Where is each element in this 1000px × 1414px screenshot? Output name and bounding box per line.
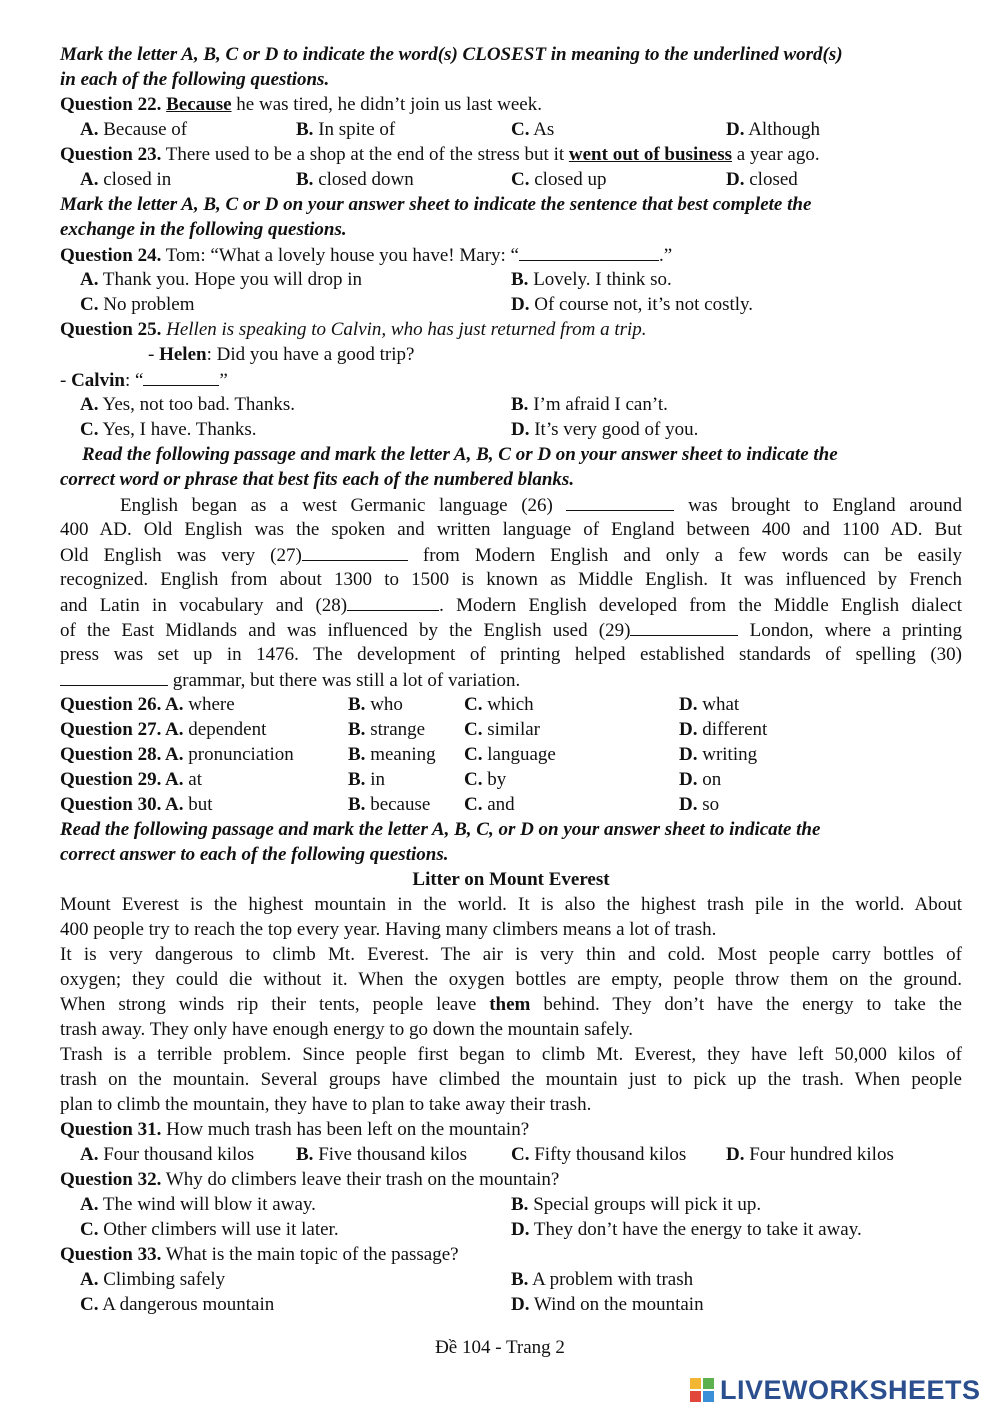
option-a[interactable]: A. Yes, not too bad. Thanks. — [80, 394, 296, 415]
option-c[interactable]: C. Other climbers will use it later. — [80, 1219, 339, 1240]
option-b[interactable]: B. In spite of — [296, 119, 396, 140]
option-c[interactable]: C. similar — [464, 719, 541, 740]
answer-blank[interactable] — [519, 242, 659, 261]
option-b[interactable]: B. meaning — [348, 744, 436, 765]
option-c[interactable]: C. As — [511, 119, 555, 140]
passage-everest — [60, 892, 962, 1117]
question-25: Question 25. Hellen is speaking to Calvin, who has just returned from a trip. — [60, 319, 647, 340]
option-b[interactable]: B. who — [348, 694, 403, 715]
instruction-exchange-1: Mark the letter A, B, C or D on your answer sheet to indicate the sentence that best complete the — [60, 194, 812, 215]
question-31-options — [60, 1142, 962, 1167]
blank-27[interactable] — [302, 542, 408, 561]
option-c[interactable]: C. A dangerous mountain — [80, 1294, 275, 1315]
question-26 — [60, 692, 962, 717]
question-24-options-ab — [60, 267, 962, 292]
passage-line: 400 AD. Old English was the spoken and written language of England between 400 and 1100 AD. But — [60, 519, 962, 540]
option-a[interactable]: Question 27. A. dependent — [60, 719, 267, 740]
option-b[interactable]: B. closed down — [296, 169, 414, 190]
question-25-options-ab — [60, 392, 962, 417]
option-b[interactable]: B. strange — [348, 719, 426, 740]
underlined-phrase: went out of business — [568, 144, 733, 165]
option-d[interactable]: D. They don’t have the energy to take it away. — [511, 1219, 862, 1240]
option-d[interactable]: D. Although — [726, 119, 820, 140]
question-32-options-ab — [60, 1192, 962, 1217]
blank-28[interactable] — [347, 592, 439, 611]
option-b[interactable]: B. Special groups will pick it up. — [511, 1194, 762, 1215]
underlined-word: Because — [166, 94, 232, 115]
dialogue-line-calvin: - Calvin: “ ” — [60, 367, 962, 392]
instruction-reading-2: correct answer to each of the following questions. — [60, 844, 449, 865]
instruction-synonyms-1: Mark the letter A, B, C or D to indicate the word(s) CLOSEST in meaning to the underlined word(s) — [60, 44, 843, 65]
question-33-options-cd — [60, 1292, 962, 1317]
option-a[interactable]: A. closed in — [80, 169, 172, 190]
option-d[interactable]: D. writing — [679, 744, 758, 765]
option-d[interactable]: D. Of course not, it’s not costly. — [511, 294, 754, 315]
option-b[interactable]: B. I’m afraid I can’t. — [511, 394, 668, 415]
option-a[interactable]: Question 30. A. but — [60, 794, 213, 815]
option-d[interactable]: D. Four hundred kilos — [726, 1144, 894, 1165]
option-b[interactable]: B. Five thousand kilos — [296, 1144, 468, 1165]
option-b[interactable]: B. A problem with trash — [511, 1269, 694, 1290]
liveworksheets-logo[interactable] — [690, 1375, 981, 1406]
question-27 — [60, 717, 962, 742]
option-a[interactable]: A. Climbing safely — [80, 1269, 226, 1290]
question-32: Question 32. Why do climbers leave their trash on the mountain? — [60, 1169, 560, 1190]
question-28 — [60, 742, 962, 767]
blank-30[interactable] — [60, 667, 168, 686]
passage-line: 400 people try to reach the top every year. Having many climbers means a lot of trash. — [60, 919, 717, 940]
option-c[interactable]: C. closed up — [511, 169, 607, 190]
question-29 — [60, 767, 962, 792]
option-c[interactable]: C. Yes, I have. Thanks. — [80, 419, 257, 440]
question-23: Question 23. There used to be a shop at the end of the stress but it went out of business a year ago. — [60, 144, 820, 165]
logo-text: LIVEWORKSHEETS — [720, 1375, 981, 1405]
option-c[interactable]: C. Fifty thousand kilos — [511, 1144, 687, 1165]
question-33-options-ab — [60, 1267, 962, 1292]
blank-29[interactable] — [630, 617, 738, 636]
passage-line: When strong winds rip their tents, people leave them behind. They don’t have the energy to take the — [60, 994, 962, 1015]
passage-line: Trash is a terrible problem. Since people first began to climb Mt. Everest, they have left 50,000 kilos of — [60, 1044, 962, 1065]
passage-line: plan to climb the mountain, they have to plan to take away their trash. — [60, 1094, 592, 1115]
logo-icon — [690, 1378, 716, 1404]
option-c[interactable]: C. which — [464, 694, 534, 715]
passage-line: and Latin in vocabulary and (28) . Modern English developed from the Middle English dialect — [60, 592, 962, 617]
option-a[interactable]: A. Because of — [80, 119, 188, 140]
option-d[interactable]: D. different — [679, 719, 768, 740]
passage-line: Old English was very (27) from Modern English and only a few words can be easily — [60, 542, 962, 567]
option-a[interactable]: A. The wind will blow it away. — [80, 1194, 316, 1215]
option-a[interactable]: Question 29. A. at — [60, 769, 202, 790]
option-c[interactable]: C. by — [464, 769, 507, 790]
question-23-options — [60, 167, 962, 192]
passage-line: oxygen; they could die without it. When the oxygen bottles are empty, people throw them on the ground. — [60, 969, 962, 990]
passage-line: of the East Midlands and was influenced by the English used (29) London, where a printing — [60, 617, 962, 642]
blank-26[interactable] — [566, 492, 674, 511]
passage-line: grammar, but there was still a lot of variation. — [60, 667, 962, 692]
option-d[interactable]: D. what — [679, 694, 740, 715]
question-33: Question 33. What is the main topic of the passage? — [60, 1244, 459, 1265]
question-30 — [60, 792, 962, 817]
option-c[interactable]: C. No problem — [80, 294, 195, 315]
option-c[interactable]: C. language — [464, 744, 556, 765]
option-d[interactable]: D. on — [679, 769, 722, 790]
question-32-options-cd — [60, 1217, 962, 1242]
passage-line: recognized. English from about 1300 to 1500 is known as Middle English. It was influenced by French — [60, 569, 962, 590]
option-b[interactable]: B. Lovely. I think so. — [511, 269, 672, 290]
passage-title: Litter on Mount Everest — [412, 869, 610, 890]
option-a[interactable]: A. Four thousand kilos — [80, 1144, 255, 1165]
instruction-exchange-2: exchange in the following questions. — [60, 219, 347, 240]
option-b[interactable]: B. in — [348, 769, 385, 790]
worksheet-page — [60, 42, 962, 1317]
instruction-synonyms-2: in each of the following questions. — [60, 69, 330, 90]
passage-line: press was set up in 1476. The development of printing helped established standards of spelling (30) — [60, 644, 962, 665]
option-a[interactable]: Question 26. A. where — [60, 694, 235, 715]
option-d[interactable]: D. It’s very good of you. — [511, 419, 699, 440]
option-a[interactable]: Question 28. A. pronunciation — [60, 744, 294, 765]
question-22-options — [60, 117, 962, 142]
dialogue-line-helen: - Helen: Did you have a good trip? — [148, 344, 415, 365]
passage-line: trash away. They only have enough energy to go down the mountain safely. — [60, 1019, 634, 1040]
question-24: Question 24. Tom: “What a lovely house you have! Mary: “ .” — [60, 242, 962, 267]
instruction-reading-1: Read the following passage and mark the letter A, B, C, or D on your answer sheet to indicate the — [60, 819, 821, 840]
passage-line: English began as a west Germanic language (26) was brought to England around — [60, 492, 962, 517]
option-b[interactable]: B. because — [348, 794, 431, 815]
question-24-options-cd — [60, 292, 962, 317]
question-31: Question 31. How much trash has been left on the mountain? — [60, 1119, 530, 1140]
option-d[interactable]: D. closed — [726, 169, 798, 190]
passage-line: It is very dangerous to climb Mt. Everest. The air is very thin and cold. Most people carry bottles of — [60, 944, 962, 965]
option-a[interactable]: A. Thank you. Hope you will drop in — [80, 269, 363, 290]
passage-english-history — [60, 492, 962, 692]
option-d[interactable]: D. so — [679, 794, 720, 815]
question-25-options-cd — [60, 417, 962, 442]
passage-line: trash on the mountain. Several groups have climbed the mountain just to pick up the trash. When people — [60, 1069, 962, 1090]
option-c[interactable]: C. and — [464, 794, 515, 815]
option-d[interactable]: D. Wind on the mountain — [511, 1294, 704, 1315]
instruction-cloze-2: correct word or phrase that best fits each of the numbered blanks. — [60, 469, 575, 490]
cloze-question-list — [60, 692, 962, 817]
page-footer: Đề 104 - Trang 2 — [435, 1337, 565, 1358]
question-22: Question 22. Because he was tired, he didn’t join us last week. — [60, 94, 542, 115]
passage-line: Mount Everest is the highest mountain in the world. It is also the highest trash pile in the world. About — [60, 894, 962, 915]
instruction-cloze-1: Read the following passage and mark the letter A, B, C or D on your answer sheet to indicate the — [82, 444, 838, 465]
answer-blank[interactable] — [143, 367, 219, 386]
